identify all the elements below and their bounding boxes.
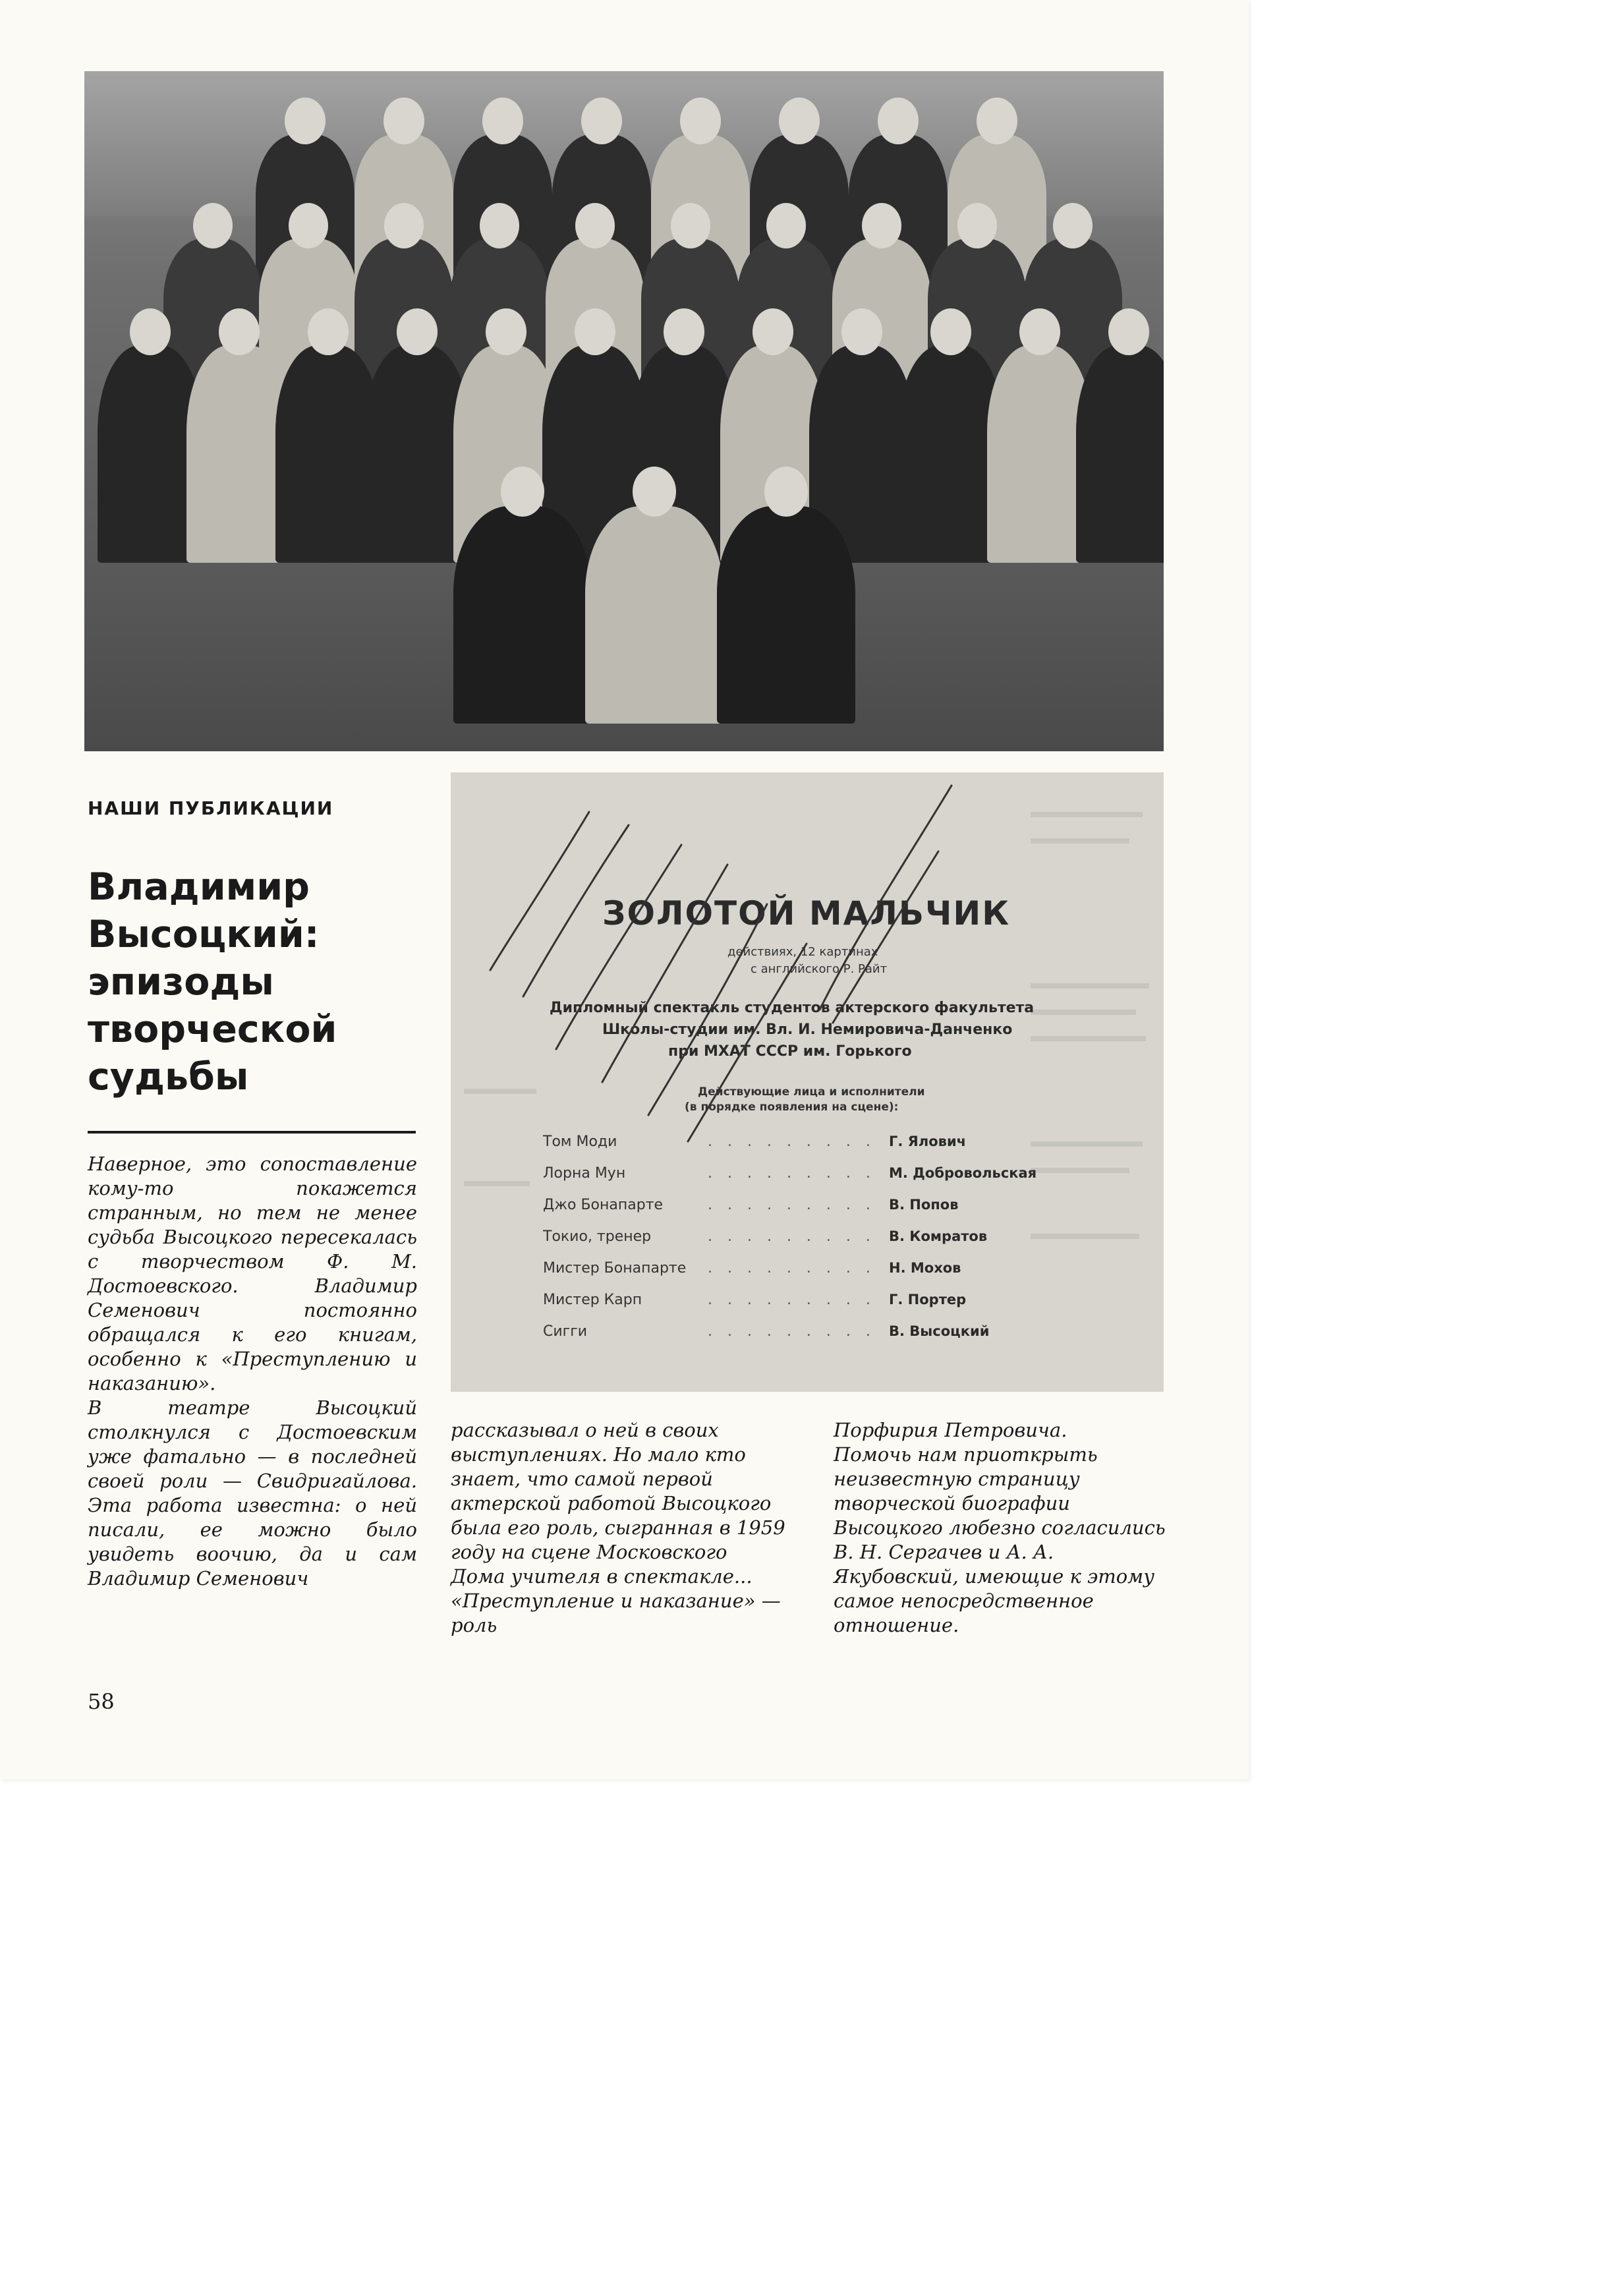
figure-head [930,308,971,355]
photo-figure [453,467,592,728]
figure-head [219,308,260,355]
article-headline [88,863,430,1101]
figure-head [878,98,919,144]
figure-head [289,203,328,248]
photo-figure [717,467,855,728]
figure-head [383,98,424,144]
bleed-through-line [1031,983,1149,989]
cast-subheading: (в порядке появления на сцене): [685,1101,899,1114]
bleed-through-line [1031,1036,1146,1041]
cast-role: Мистер Карп [543,1292,642,1308]
figure-head [480,203,519,248]
figure-head [957,203,997,248]
figure-head [633,467,676,517]
cast-actor: В. Комратов [889,1228,988,1244]
cast-role: Том Моди [543,1134,617,1150]
cast-row [451,1197,1164,1223]
figure-head [384,203,424,248]
figure-head [308,308,349,355]
cast-dots: . . . . . . . . . [708,1165,876,1182]
program-line: при МХАТ СССР им. Горького [668,1043,912,1060]
figure-head [581,98,622,144]
cast-role: Джо Бонапарте [543,1197,664,1213]
figure-head [193,203,233,248]
figure-head [680,98,721,144]
cast-role: Токио, тренер [543,1228,652,1245]
text-column-3: Порфирия Петровича. Помочь нам приоткрыть неизвестную страницу творческой биографии Высоцкого любезно согласились В. Н. Сергачев и А. А. Якубовский, имеющие к этому самое непосредственное отношение. [834,1419,1166,1636]
cast-dots: . . . . . . . . . [708,1260,876,1277]
photo-figure [585,467,724,728]
cast-actor: М. Добровольская [889,1165,1037,1181]
cast-row [451,1292,1164,1318]
headline-line: Владимир [88,865,310,909]
theatre-program-image [451,772,1164,1392]
cast-actor: Н. Мохов [889,1260,961,1276]
program-line: Школы-студии им. Вл. И. Немировича-Данченко [602,1021,1013,1038]
cast-dots: . . . . . . . . . [708,1323,876,1340]
figure-head [397,308,438,355]
figure-head [841,308,882,355]
figure-head [1019,308,1060,355]
headline-rule [88,1131,416,1134]
cast-actor: В. Высоцкий [889,1323,990,1339]
bleed-through-line [1031,812,1143,817]
autograph-stroke [490,812,589,970]
cast-row [451,1228,1164,1255]
cast-row [451,1323,1164,1350]
autograph-stroke [556,845,681,1049]
photo-figure [1076,308,1164,567]
figure-head [764,467,808,517]
program-line: Дипломный спектакль студентов актерского факультета [550,1000,1035,1016]
figure-head [130,308,171,355]
figure-head [862,203,901,248]
cast-row [451,1260,1164,1286]
figure-head [486,308,526,355]
cast-role: Лорна Мун [543,1165,626,1182]
cast-role: Мистер Бонапарте [543,1260,687,1277]
text-column-2: рассказывал о ней в своих выступлениях. Но мало кто знает, что самой первой актерской работой Высоцкого была его роль, сыгранная в 1959 году на сцене Московского Дома учителя в спектакле... «Преступление и наказание» — роль [451,1419,785,1636]
cast-role: Сигги [543,1323,588,1340]
bleed-through-line [1031,1010,1136,1015]
cast-row [451,1165,1164,1191]
figure-head [766,203,806,248]
cast-actor: В. Попов [889,1197,959,1213]
headline-line: творческой [88,1008,337,1051]
headline-line: эпизоды [88,960,274,1004]
cast-dots: . . . . . . . . . [708,1292,876,1308]
cast-heading: Действующие лица и исполнители [698,1085,925,1099]
figure-head [1053,203,1093,248]
program-subtitle: действиях, 12 картинах [727,945,878,959]
headline-line: судьбы [88,1055,249,1099]
cast-actor: Г. Портер [889,1292,967,1307]
cast-dots: . . . . . . . . . [708,1197,876,1213]
figure-head [501,467,544,517]
bleed-through-line [1031,838,1129,844]
figure-head [482,98,523,144]
figure-head [977,98,1017,144]
cast-dots: . . . . . . . . . [708,1228,876,1245]
figure-body [585,506,724,724]
figure-head [575,308,615,355]
figure-body [717,506,855,724]
group-photo [84,71,1164,751]
program-subtitle: с английского Р. Райт [751,962,888,976]
figure-head [575,203,615,248]
cast-row [451,1134,1164,1160]
text-column-1: Наверное, это сопоставление кому-то покажется странным, но тем не менее судьба Высоцкого пересекалась с творчеством Ф. М. Достоевского. Владимир Семенович постоянно обращался к его книгам, особенно к «Преступлению и наказанию». В театре Высоцкий столкнулся с Достоевским уже фатально — в последней своей роли — Свидригайлова. Эта работа известна: о ней писали, ее можно было увидеть воочию, да и сам Владимир Семенович [88,1153,417,1590]
program-title: ЗОЛОТОЙ МАЛЬЧИК [602,894,1011,933]
figure-head [753,308,793,355]
signature-stroke [833,851,938,1023]
section-label: НАШИ ПУБЛИКАЦИИ [88,797,334,819]
cast-dots: . . . . . . . . . [708,1134,876,1150]
bleed-through-line [464,1089,536,1094]
headline-line: Высоцкий: [88,913,320,956]
figure-head [671,203,710,248]
figure-head [779,98,820,144]
page-number: 58 [88,1689,115,1714]
figure-head [285,98,326,144]
cast-actor: Г. Ялович [889,1134,967,1149]
figure-body [1076,345,1164,563]
figure-head [664,308,704,355]
figure-body [453,506,592,724]
figure-head [1108,308,1149,355]
